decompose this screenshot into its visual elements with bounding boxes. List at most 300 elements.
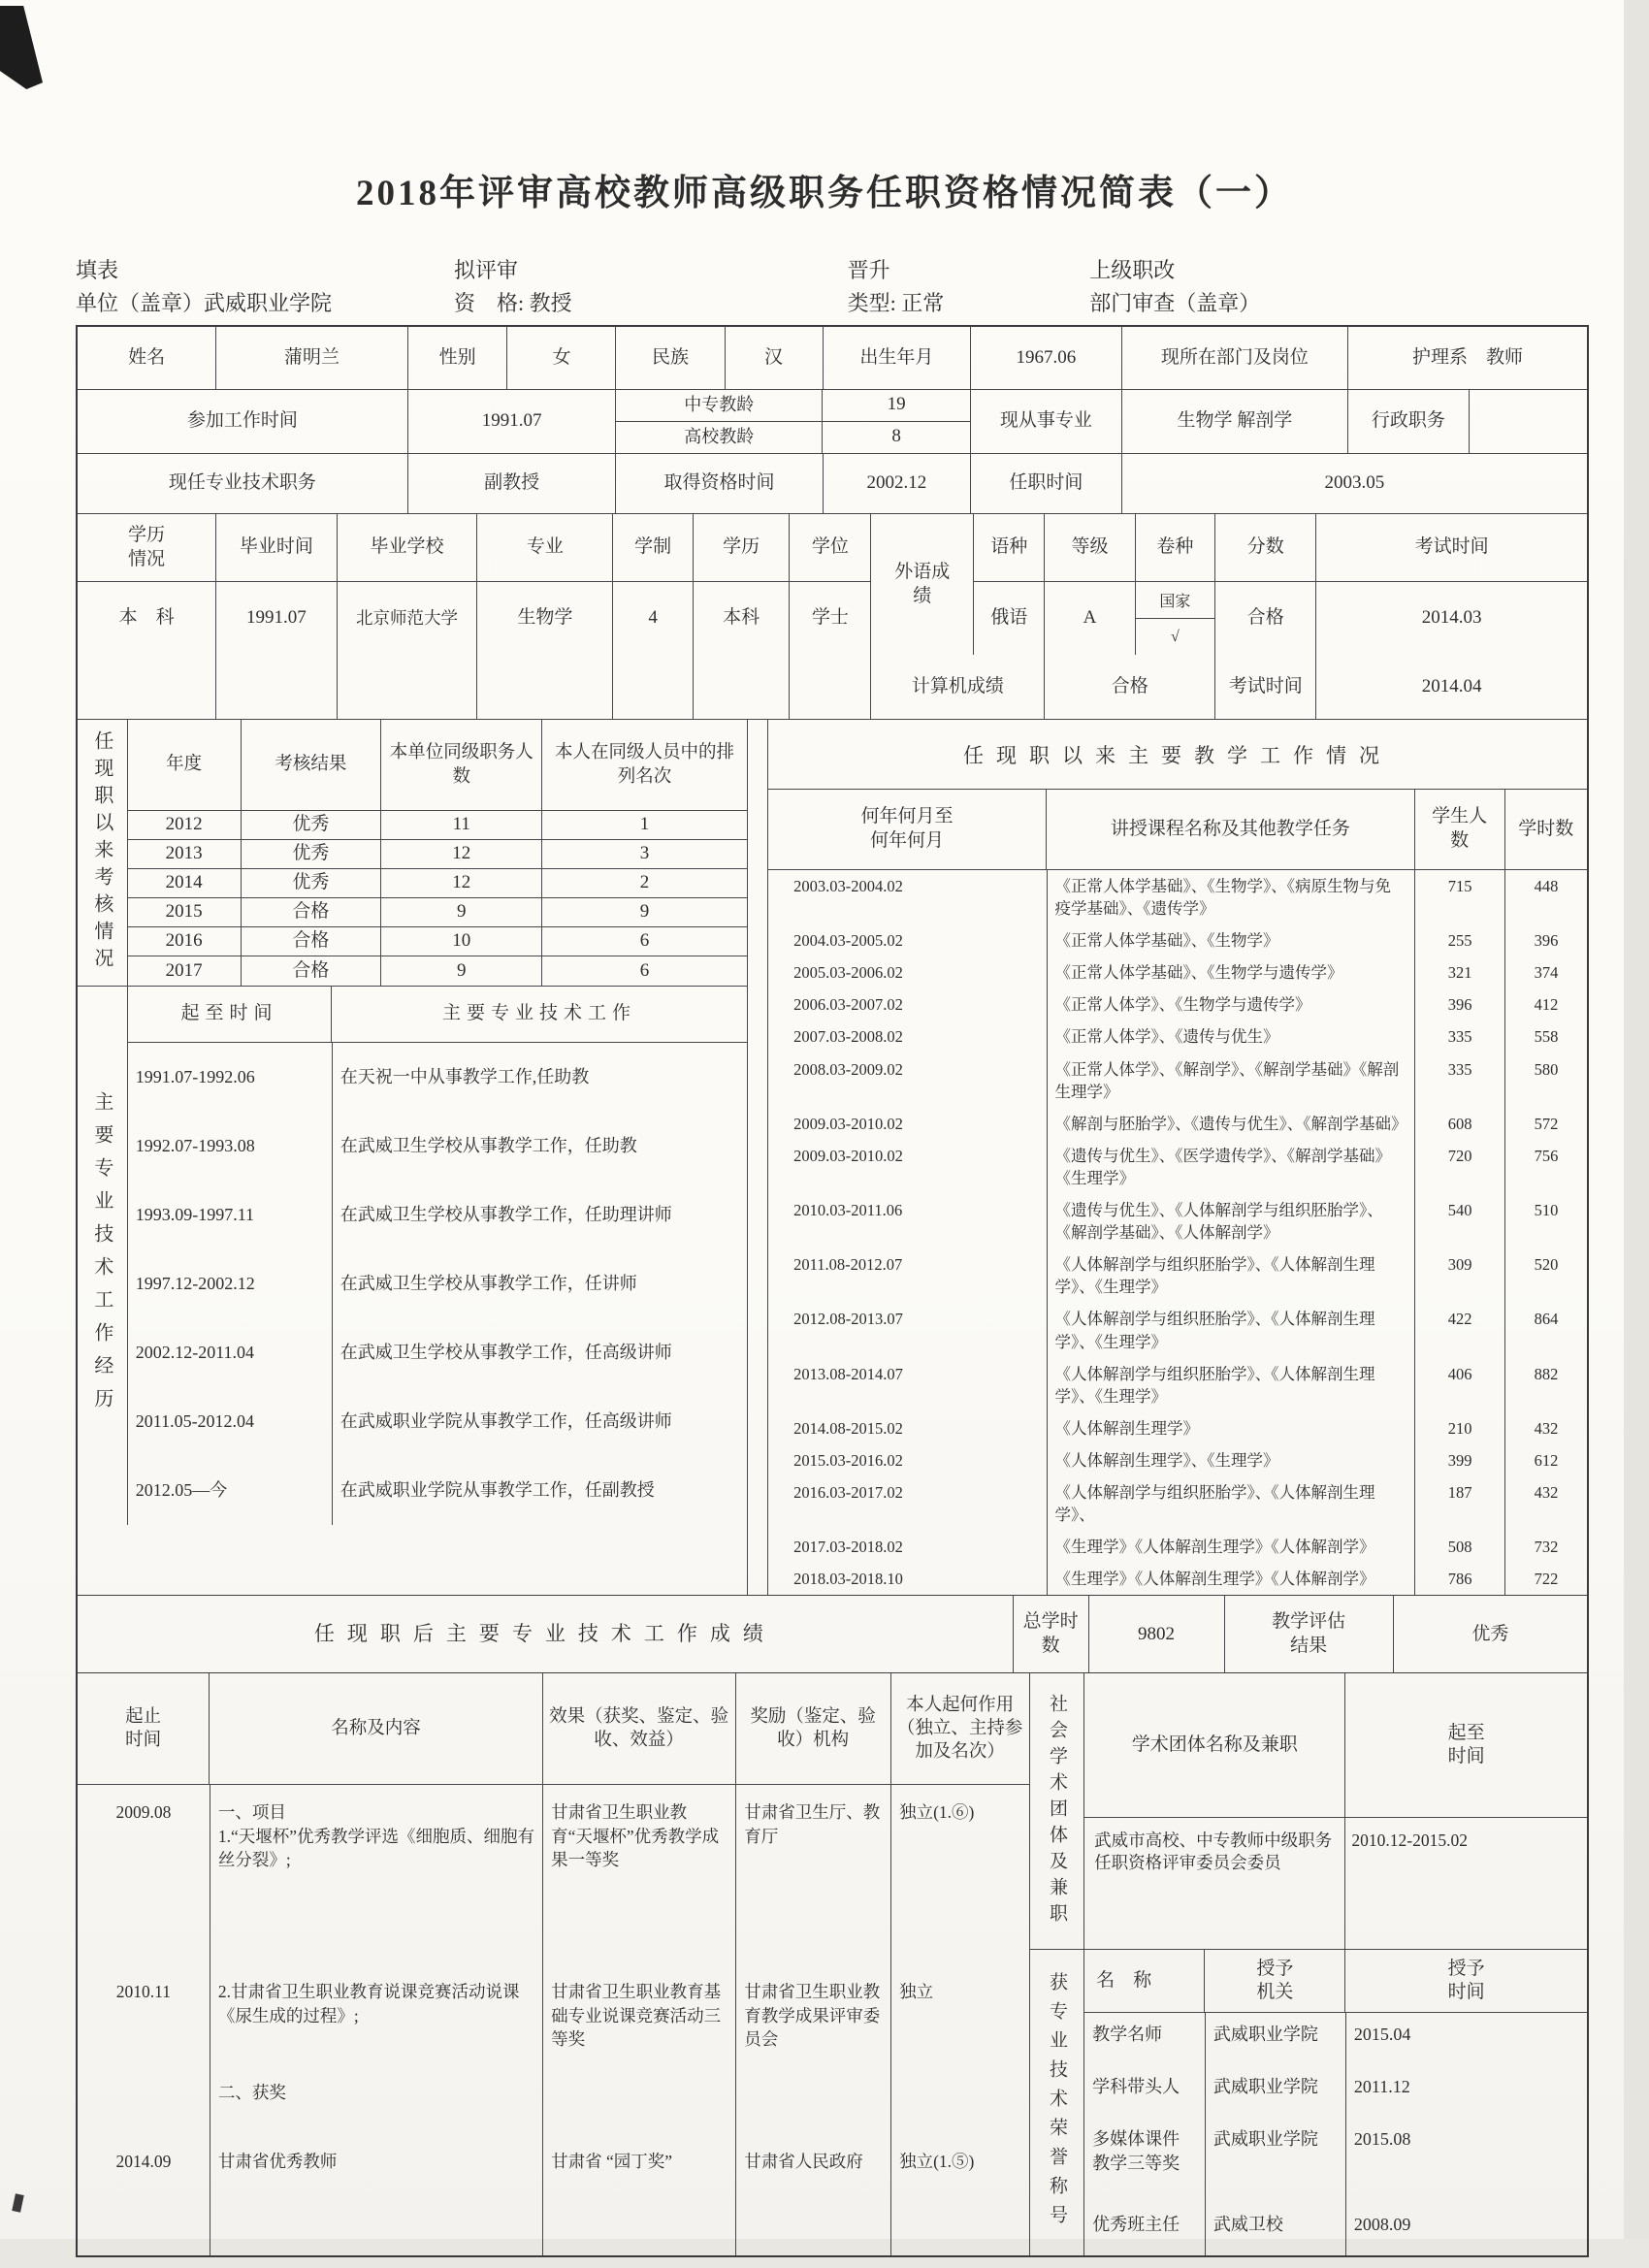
teaching-row xyxy=(768,1248,1587,1303)
paper-type-header: 卷种 xyxy=(1136,514,1215,582)
profession-value: 生物学 解剖学 xyxy=(1122,390,1348,454)
assessment-count: 11 xyxy=(381,811,542,839)
assessment-and-history xyxy=(78,720,748,1595)
honor-row xyxy=(1084,2203,1587,2255)
secondary-teaching-label: 中专教龄 xyxy=(616,390,823,421)
assessment-rank: 2 xyxy=(639,872,650,893)
table-gap xyxy=(748,720,767,1595)
admin-post-value xyxy=(1470,390,1587,454)
achievements-table xyxy=(78,1673,1030,2255)
tenure-value: 2003.05 xyxy=(1122,454,1587,514)
achievements-title: 任现职后主要专业技术工作成绩 xyxy=(78,1596,1014,1672)
evaluation-label: 教学评估结果 xyxy=(1225,1596,1394,1672)
empty-cell xyxy=(477,655,613,720)
paper-check-mark: √ xyxy=(1171,628,1180,645)
societies-and-honors xyxy=(1030,1673,1587,2255)
assessment-rank: 3 xyxy=(639,843,650,864)
assessment-year: 2014 xyxy=(128,869,242,897)
assessment-row xyxy=(128,869,747,898)
teaching-students: 335 xyxy=(1415,1021,1505,1053)
teaching-row xyxy=(768,1358,1587,1412)
teaching-courses: 《人体解剖学与组织胚胎学》、《人体解剖生理学》、《生理学》 xyxy=(1047,1303,1415,1357)
promote-label: 晋升 xyxy=(847,258,890,282)
teaching-row xyxy=(768,1140,1587,1194)
education-section-label: 学历情况 xyxy=(78,514,216,582)
teaching-period: 2012.08-2013.07 xyxy=(768,1303,1047,1357)
teaching-row xyxy=(768,924,1587,956)
teaching-courses: 《遗传与优生》、《医学遗传学》、《解剖学基础》《生理学》 xyxy=(1047,1140,1415,1194)
major-header: 专业 xyxy=(477,514,613,582)
honor-time-header: 授予时间 xyxy=(1447,1958,1485,2003)
empty-cell xyxy=(790,655,871,720)
degree-header: 学位 xyxy=(790,514,871,582)
language-header: 语种 xyxy=(974,514,1045,582)
teaching-hours: 864 xyxy=(1534,1310,1559,1329)
superior-dept-value: 部门审查（盖章） xyxy=(1089,291,1261,315)
achievement-time: 2014.09 xyxy=(78,2134,210,2255)
work-history-row xyxy=(128,1112,747,1181)
work-history-side-label: 主要专业技术工作经历 xyxy=(78,987,128,1525)
score-value: 合格 xyxy=(1215,582,1316,655)
teaching-period: 2010.03-2011.06 xyxy=(768,1194,1047,1248)
teaching-period: 2009.03-2010.02 xyxy=(768,1108,1047,1140)
assessment-result: 合格 xyxy=(242,956,382,986)
honor-row xyxy=(1084,2013,1587,2065)
foreign-lang-label: 外语成绩 xyxy=(871,514,974,655)
work-history-header-row xyxy=(128,987,747,1043)
assessment-count: 9 xyxy=(381,956,542,986)
achievement-row xyxy=(78,1964,1029,2134)
basic-info-row-3 xyxy=(78,454,1587,514)
teaching-courses: 《人体解剖学与组织胚胎学》、《人体解剖生理学》、《生理学》 xyxy=(1047,1248,1415,1303)
paper-type-value: 国家 xyxy=(1136,582,1214,619)
computer-score-row xyxy=(78,655,1587,720)
assessment-row xyxy=(128,927,747,956)
teaching-period: 2003.03-2004.02 xyxy=(768,870,1047,924)
achievement-row xyxy=(78,1785,1029,1964)
work-description: 在武威职业学院从事教学工作，任高级讲师 xyxy=(340,1410,672,1431)
assessment-rows xyxy=(128,811,747,986)
honor-agency: 武威职业学院 xyxy=(1205,2013,1345,2065)
teaching-row xyxy=(768,1021,1587,1053)
achievement-agency: 甘肃省卫生职业教育教学成果评审委员会 xyxy=(736,1964,891,2134)
teaching-hours: 396 xyxy=(1534,931,1559,951)
assessment-rank: 1 xyxy=(639,814,650,835)
honor-name: 学科带头人 xyxy=(1084,2065,1205,2118)
birth-value: 1967.06 xyxy=(971,327,1122,390)
teaching-hours: 374 xyxy=(1534,963,1559,983)
teaching-hours: 412 xyxy=(1534,995,1559,1015)
teaching-row xyxy=(768,870,1587,924)
education-level-value: 本 科 xyxy=(78,582,216,655)
achievement-name: 甘肃省优秀教师 xyxy=(217,2152,338,2172)
school-header: 毕业学校 xyxy=(338,514,478,582)
teaching-courses: 《人体解剖生理学》 xyxy=(1047,1412,1415,1444)
achievement-agency: 甘肃省卫生厅、教育厅 xyxy=(736,1785,891,1964)
teaching-students: 406 xyxy=(1415,1358,1505,1412)
teaching-students: 540 xyxy=(1415,1194,1505,1248)
assessment-result: 优秀 xyxy=(242,811,382,839)
achievement-name: 2.甘肃省卫生职业教育说课竞赛活动说课《尿生成的过程》; xyxy=(217,1982,520,2025)
assessment-result: 合格 xyxy=(242,927,382,956)
ach-effect-header: 效果（获奖、鉴定、验收、效益） xyxy=(543,1673,736,1784)
honor-name: 教学名师 xyxy=(1084,2013,1205,2065)
teaching-hours: 732 xyxy=(1534,1538,1559,1557)
computer-score-label: 计算机成绩 xyxy=(871,655,1045,720)
degree-level-header: 学历 xyxy=(694,514,791,582)
honor-row xyxy=(1084,2065,1587,2118)
teaching-courses: 《正常人体学》、《遗传与优生》 xyxy=(1047,1021,1415,1053)
assessment-year: 2013 xyxy=(128,840,242,868)
grade-header: 等级 xyxy=(1045,514,1135,582)
work-period: 1992.07-1993.08 xyxy=(128,1112,333,1181)
review-qualification-value: 资 格: 教授 xyxy=(454,291,572,315)
teaching-students: 508 xyxy=(1415,1531,1505,1563)
achievement-agency: 甘肃省人民政府 xyxy=(736,2134,891,2255)
work-period: 1997.12-2002.12 xyxy=(128,1249,333,1318)
teaching-row xyxy=(768,1108,1587,1140)
work-history-row xyxy=(128,1043,747,1112)
teaching-hours-header: 学时数 xyxy=(1518,818,1574,839)
teaching-hours: 558 xyxy=(1534,1027,1559,1047)
degree-value: 学士 xyxy=(790,582,871,655)
teaching-students: 399 xyxy=(1415,1444,1505,1476)
work-description: 在武威卫生学校从事教学工作，任高级讲师 xyxy=(340,1342,672,1362)
teaching-courses: 《人体解剖学与组织胚胎学》、《人体解剖生理学》、《生理学》 xyxy=(1047,1358,1415,1412)
teaching-row xyxy=(768,1531,1587,1563)
teaching-period: 2017.03-2018.02 xyxy=(768,1531,1047,1563)
assessment-year: 2012 xyxy=(128,811,242,839)
honor-agency: 武威职业学院 xyxy=(1205,2118,1345,2203)
societies-rows xyxy=(1084,1818,1587,1949)
honor-time: 2008.09 xyxy=(1353,2215,1411,2235)
assessment-rank: 6 xyxy=(639,930,650,952)
study-years-header: 学制 xyxy=(613,514,693,582)
grade-value: A xyxy=(1045,582,1135,655)
teaching-hours: 722 xyxy=(1534,1570,1559,1589)
honor-agency: 武威职业学院 xyxy=(1205,2065,1345,2118)
assessment-year: 2016 xyxy=(128,927,242,956)
assessment-count: 12 xyxy=(381,840,542,868)
assessment-row xyxy=(128,956,747,986)
assessment-table xyxy=(78,720,747,987)
teaching-row xyxy=(768,1412,1587,1444)
teaching-hours: 572 xyxy=(1534,1114,1559,1133)
teaching-students: 720 xyxy=(1415,1140,1505,1194)
assessment-rank: 9 xyxy=(639,901,650,923)
work-description: 在天祝一中从事教学工作,任助教 xyxy=(340,1066,590,1086)
college-teaching-label: 高校教龄 xyxy=(616,422,823,454)
honor-time: 2011.12 xyxy=(1353,2077,1410,2097)
teaching-row xyxy=(768,1053,1587,1108)
work-description: 在武威职业学院从事教学工作，任副教授 xyxy=(340,1479,655,1500)
work-period: 2002.12-2011.04 xyxy=(128,1318,333,1387)
scan-right-edge xyxy=(1624,0,1649,2268)
teaching-courses: 《人体解剖学与组织胚胎学》、《人体解剖生理学》、 xyxy=(1047,1476,1415,1531)
society-time-header: 起至时间 xyxy=(1447,1722,1485,1767)
name-value: 蒲明兰 xyxy=(216,327,408,390)
honor-name: 优秀班主任 xyxy=(1084,2203,1205,2255)
achievement-effect: 甘肃省 “园丁奖” xyxy=(543,2134,736,2255)
admin-post-label: 行政职务 xyxy=(1348,390,1469,454)
teaching-hours: 612 xyxy=(1534,1450,1559,1470)
work-description: 在武威卫生学校从事教学工作，任助教 xyxy=(340,1135,637,1155)
teaching-hours: 432 xyxy=(1534,1418,1559,1438)
teaching-courses: 《解剖与胚胎学》、《遗传与优生》、《解剖学基础》 xyxy=(1047,1108,1415,1140)
achievement-effect: 甘肃省卫生职业教育基础专业说课竞赛活动三等奖 xyxy=(543,1964,736,2134)
teaching-period: 2006.03-2007.02 xyxy=(768,988,1047,1021)
teaching-period: 2016.03-2017.02 xyxy=(768,1476,1047,1531)
teaching-period: 2004.03-2005.02 xyxy=(768,924,1047,956)
empty-cell xyxy=(338,655,478,720)
teaching-courses: 《遗传与优生》、《人体解剖学与组织胚胎学》、《解剖学基础》、《人体解剖学》 xyxy=(1047,1194,1415,1248)
department-value: 护理系 教师 xyxy=(1348,327,1587,390)
scan-speck xyxy=(12,2193,24,2212)
work-header: 主要专业技术工作 xyxy=(442,1003,637,1024)
teaching-period-header: 何年何月至何年何月 xyxy=(768,790,1047,869)
teaching-row xyxy=(768,1563,1587,1595)
work-history-row xyxy=(128,1456,747,1525)
empty-cell xyxy=(694,655,791,720)
teaching-hours: 520 xyxy=(1534,1255,1559,1275)
assessment-row xyxy=(128,898,747,927)
major-value: 生物学 xyxy=(477,582,613,655)
peer-count-header: 本单位同级职务人数 xyxy=(381,720,542,810)
honor-agency: 武威卫校 xyxy=(1205,2203,1345,2255)
grad-time-value: 1991.07 xyxy=(216,582,337,655)
teaching-courses: 《正常人体学》、《解剖学》、《解剖学基础》《解剖生理学》 xyxy=(1047,1053,1415,1108)
work-history-row xyxy=(128,1249,747,1318)
ach-agency-header: 奖励（鉴定、验收）机构 xyxy=(736,1673,891,1784)
ethnicity-value: 汉 xyxy=(726,327,824,390)
education-section xyxy=(78,514,1587,655)
computer-score-value: 合格 xyxy=(1045,655,1215,720)
assessment-result: 合格 xyxy=(242,898,382,926)
fill-label: 填表 xyxy=(76,258,119,282)
work-period: 1993.09-1997.11 xyxy=(128,1181,333,1249)
teaching-courses: 《正常人体学基础》、《生物学》、《病原生物与免疫学基础》、《遗传学》 xyxy=(1047,870,1415,924)
tenure-label: 任职时间 xyxy=(971,454,1122,514)
work-history-rows xyxy=(128,1043,747,1525)
work-period: 2011.05-2012.04 xyxy=(128,1387,333,1456)
assessment-row xyxy=(128,840,747,869)
ach-name-header: 名称及内容 xyxy=(210,1673,542,1784)
paper-type-cell xyxy=(1136,582,1215,655)
bottom-section xyxy=(78,1673,1587,2255)
year-header: 年度 xyxy=(128,720,242,810)
honors-side-label: 获专业技术荣誉称号 xyxy=(1030,1950,1084,2255)
teaching-row xyxy=(768,1476,1587,1531)
assessment-side-label: 任现职以来考核情况 xyxy=(78,720,128,986)
work-description: 在武威卫生学校从事教学工作，任助理讲师 xyxy=(340,1204,672,1224)
work-start-value: 1991.07 xyxy=(408,390,617,454)
teaching-row xyxy=(768,956,1587,988)
gender-value: 女 xyxy=(507,327,616,390)
birth-label: 出生年月 xyxy=(824,327,971,390)
teaching-students: 210 xyxy=(1415,1412,1505,1444)
exam-time-value: 2014.03 xyxy=(1421,607,1482,629)
assessment-row xyxy=(128,811,747,840)
basic-info-row-2 xyxy=(78,390,1587,454)
work-history-row xyxy=(128,1181,747,1249)
assessment-rank: 6 xyxy=(639,959,650,981)
achievement-name-cell xyxy=(210,2134,542,2255)
scan-corner-artifact xyxy=(0,6,43,89)
achievement-effect: 甘肃省卫生职业教育“天堰杯”优秀教学成果一等奖 xyxy=(543,1785,736,1964)
teaching-hours: 510 xyxy=(1534,1201,1559,1220)
achievement-name-cell xyxy=(210,1964,542,2134)
teaching-period: 2014.08-2015.02 xyxy=(768,1412,1047,1444)
society-name: 武威市高校、中专教师中级职务任职资格评审委员会委员 xyxy=(1084,1818,1345,1949)
rank-header: 本人在同级人员中的排列名次 xyxy=(555,743,735,787)
honor-name-header: 名 称 xyxy=(1084,1950,1205,2012)
work-history-row xyxy=(128,1387,747,1456)
honor-time: 2015.08 xyxy=(1353,2129,1411,2150)
total-hours-value: 9802 xyxy=(1089,1596,1225,1672)
societies-side-label: 社会学术团体及兼职 xyxy=(1030,1673,1084,1949)
grad-time-header: 毕业时间 xyxy=(216,514,337,582)
teaching-period: 2009.03-2010.02 xyxy=(768,1140,1047,1194)
exam-time-header: 考试时间 xyxy=(1316,514,1587,582)
teaching-period: 2008.03-2009.02 xyxy=(768,1053,1047,1108)
society-time: 2010.12-2015.02 xyxy=(1351,1831,1468,1851)
achievement-role: 独立(1.⑥) xyxy=(899,1802,975,1823)
society-name-header: 学术团体名称及兼职 xyxy=(1084,1673,1345,1817)
current-title-value: 副教授 xyxy=(408,454,617,514)
work-history-table xyxy=(78,987,747,1525)
assessment-result: 优秀 xyxy=(242,840,382,868)
teaching-period: 2013.08-2014.07 xyxy=(768,1358,1047,1412)
teaching-age-block xyxy=(616,390,971,454)
societies-table xyxy=(1030,1673,1587,1950)
empty-cell xyxy=(78,655,216,720)
teaching-courses: 《生理学》《人体解剖生理学》《人体解剖学》 xyxy=(1047,1563,1415,1595)
gender-label: 性别 xyxy=(408,327,508,390)
language-value: 俄语 xyxy=(974,582,1045,655)
computer-exam-time-value: 2014.04 xyxy=(1316,655,1587,720)
honor-time: 2015.04 xyxy=(1353,2025,1411,2045)
teaching-courses: 《生理学》《人体解剖生理学》《人体解剖学》 xyxy=(1047,1531,1415,1563)
teaching-students: 255 xyxy=(1415,924,1505,956)
work-start-label: 参加工作时间 xyxy=(78,390,408,454)
promote-type-value: 类型: 正常 xyxy=(847,291,945,315)
honor-row xyxy=(1084,2118,1587,2203)
form-table xyxy=(76,325,1589,2257)
computer-exam-time-label: 考试时间 xyxy=(1215,655,1316,720)
teaching-courses-header: 讲授课程名称及其他教学任务 xyxy=(1047,790,1415,869)
teaching-section xyxy=(767,720,1587,1595)
score-header: 分数 xyxy=(1215,514,1316,582)
teaching-period: 2015.03-2016.02 xyxy=(768,1444,1047,1476)
total-hours-label: 总学时数 xyxy=(1014,1596,1089,1672)
honors-rows xyxy=(1084,2013,1587,2255)
result-header: 考核结果 xyxy=(242,720,382,810)
teaching-hours: 580 xyxy=(1534,1059,1559,1079)
form-meta xyxy=(76,254,1589,320)
honors-header-row xyxy=(1084,1950,1587,2013)
society-row xyxy=(1084,1818,1587,1949)
work-history-row xyxy=(128,1318,747,1387)
honor-name: 多媒体课件教学三等奖 xyxy=(1084,2118,1205,2203)
evaluation-value: 优秀 xyxy=(1471,1623,1509,1644)
page-title: 2018年评审高校教师高级职务任职资格情况简表（一） xyxy=(356,174,1293,213)
achievement-time: 2009.08 xyxy=(78,1785,210,1964)
assessment-count: 9 xyxy=(381,898,542,926)
empty-cell xyxy=(216,655,337,720)
teaching-students: 187 xyxy=(1415,1476,1505,1531)
teaching-period: 2011.08-2012.07 xyxy=(768,1248,1047,1303)
work-description: 在武威卫生学校从事教学工作，任讲师 xyxy=(340,1273,637,1293)
teaching-period: 2018.03-2018.10 xyxy=(768,1563,1047,1595)
empty-cell xyxy=(613,655,693,720)
assessment-year: 2017 xyxy=(128,956,242,986)
teaching-students: 309 xyxy=(1415,1248,1505,1303)
name-label: 姓名 xyxy=(78,327,216,390)
achievements-rows xyxy=(78,1785,1029,2255)
teaching-students-header: 学生人数 xyxy=(1415,790,1505,869)
teaching-students: 608 xyxy=(1415,1108,1505,1140)
achievement-category: 一、项目 xyxy=(217,1802,286,1823)
summary-row xyxy=(78,1596,1587,1673)
school-value: 北京师范大学 xyxy=(338,582,478,655)
teaching-students: 321 xyxy=(1415,956,1505,988)
assessment-count: 10 xyxy=(381,927,542,956)
honors-table xyxy=(1030,1950,1587,2255)
department-label: 现所在部门及岗位 xyxy=(1122,327,1348,390)
ach-role-header: 本人起何作用（独立、主持参加及名次） xyxy=(896,1696,1023,1763)
qualification-label: 取得资格时间 xyxy=(616,454,823,514)
college-teaching-value: 8 xyxy=(891,426,901,447)
teaching-row xyxy=(768,1444,1587,1476)
teaching-hours: 882 xyxy=(1534,1364,1559,1383)
superior-label: 上级职改 xyxy=(1089,258,1176,282)
teaching-header-row xyxy=(768,790,1587,870)
teaching-students: 396 xyxy=(1415,988,1505,1021)
assessment-header-row xyxy=(128,720,747,811)
study-years-value: 4 xyxy=(613,582,693,655)
profession-label: 现从事专业 xyxy=(971,390,1122,454)
honor-agency-header: 授予机关 xyxy=(1205,1950,1345,2012)
teaching-hours: 756 xyxy=(1534,1146,1559,1165)
teaching-courses: 《正常人体学基础》、《生物学》 xyxy=(1047,924,1415,956)
achievements-header-row xyxy=(78,1673,1029,1785)
period-header: 起至时间 xyxy=(128,987,333,1042)
ethnicity-label: 民族 xyxy=(616,327,725,390)
secondary-teaching-value: 19 xyxy=(887,394,906,415)
achievement-name: 1.“天堰杯”优秀教学评选《细胞质、细胞有丝分裂》; xyxy=(217,1826,534,1870)
assessment-result: 优秀 xyxy=(242,869,382,897)
achievement-time: 2010.11 xyxy=(78,1964,210,2134)
teaching-students: 335 xyxy=(1415,1053,1505,1108)
degree-level-value: 本科 xyxy=(694,582,791,655)
current-title-label: 现任专业技术职务 xyxy=(78,454,408,514)
teaching-courses: 《正常人体学》、《生物学与遗传学》 xyxy=(1047,988,1415,1021)
teaching-row xyxy=(768,1303,1587,1357)
achievement-row xyxy=(78,2134,1029,2255)
teaching-students: 422 xyxy=(1415,1303,1505,1357)
qualification-value: 2002.12 xyxy=(824,454,971,514)
achievement-footer: 二、获奖 xyxy=(217,2083,286,2103)
achievement-role: 独立 xyxy=(899,1982,934,2002)
teaching-hours: 448 xyxy=(1534,877,1559,895)
teaching-rows xyxy=(768,870,1587,1595)
review-label: 拟评审 xyxy=(454,258,519,282)
fill-unit-value: 单位（盖章）武威职业学院 xyxy=(76,291,333,315)
teaching-row xyxy=(768,1194,1587,1248)
teaching-students: 786 xyxy=(1415,1563,1505,1595)
assessment-count: 12 xyxy=(381,869,542,897)
teaching-period: 2005.03-2006.02 xyxy=(768,956,1047,988)
